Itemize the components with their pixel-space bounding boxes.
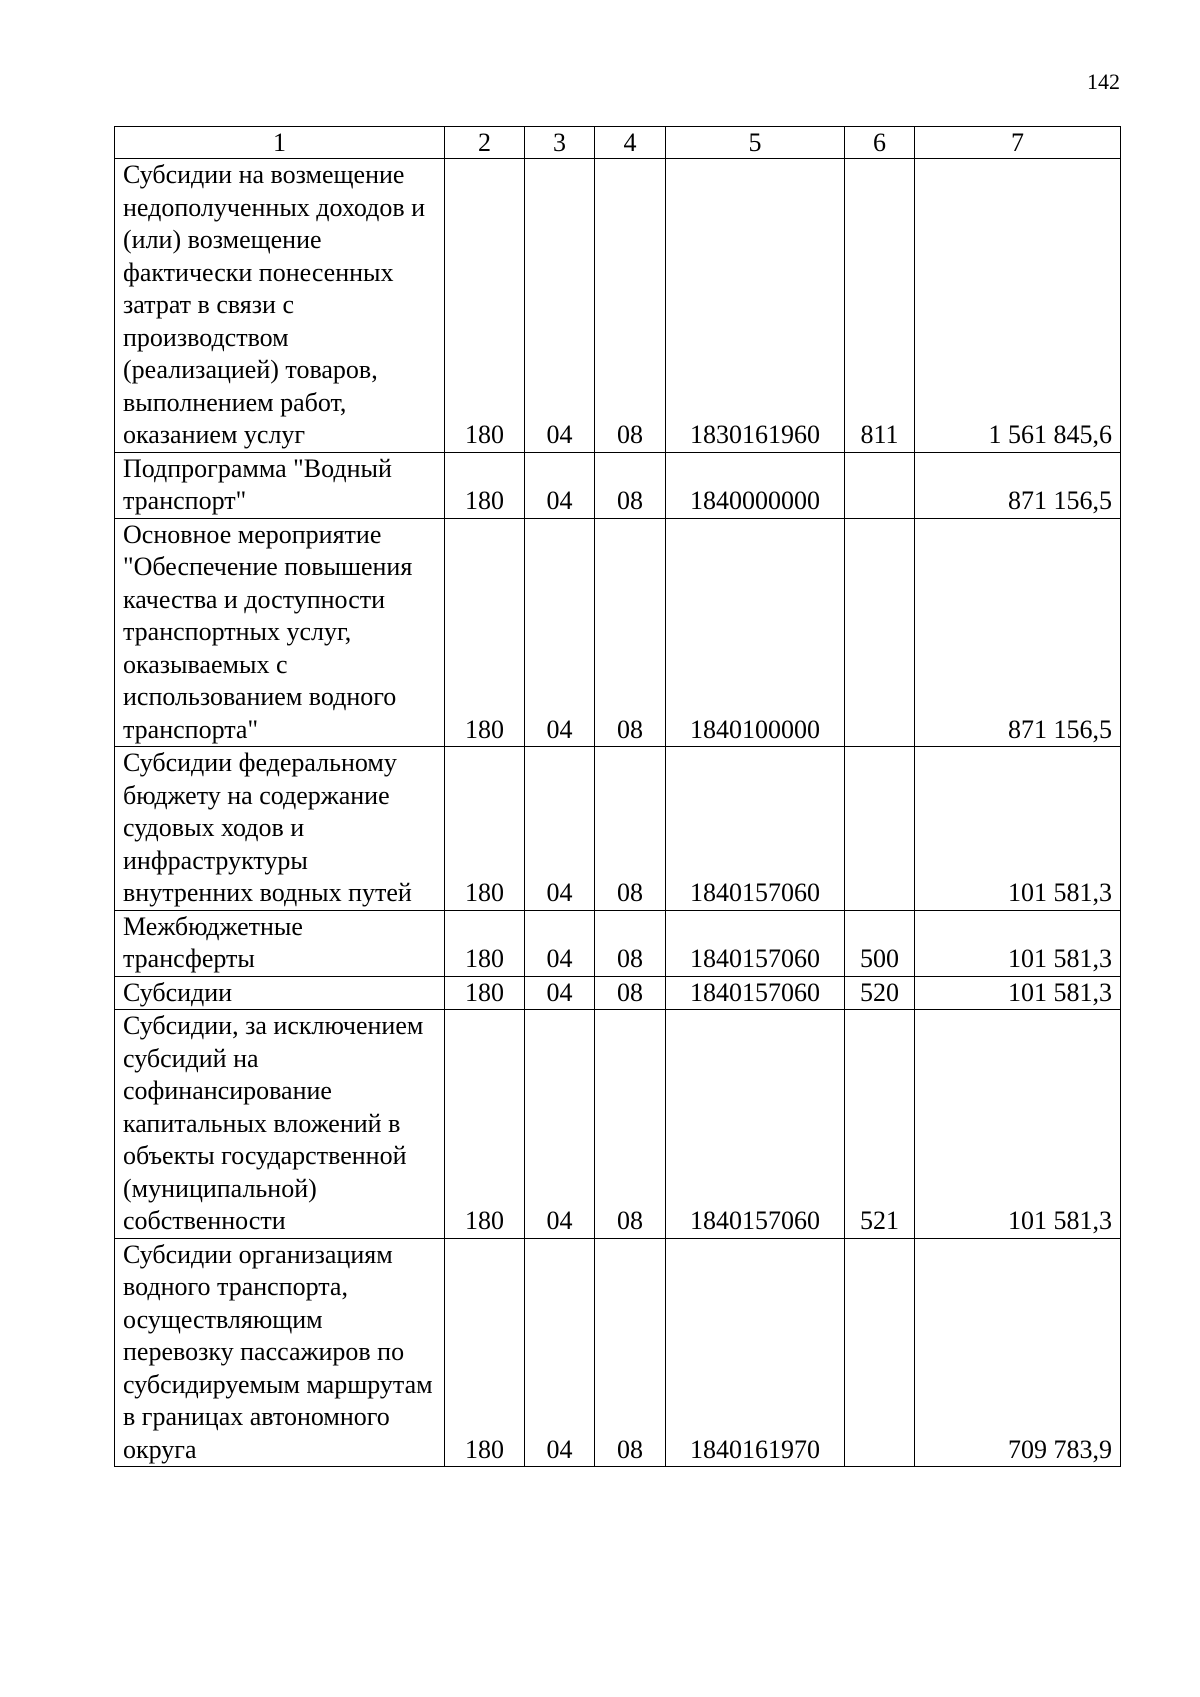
table-row bbox=[115, 1010, 1121, 1239]
row-name: Подпрограмма "Водный транспорт" bbox=[115, 452, 445, 518]
cell-amount: 101 581,3 bbox=[915, 1010, 1121, 1239]
cell-col2: 180 bbox=[445, 1010, 525, 1239]
row-name: Субсидии, за исключением субсидий на софинансирование капитальных вложений в объекты государственной (муниципальной) собственности bbox=[115, 1010, 445, 1239]
cell-col2: 180 bbox=[445, 1238, 525, 1467]
cell-col3: 04 bbox=[525, 1238, 595, 1467]
cell-col6: 811 bbox=[845, 159, 915, 453]
column-header: 3 bbox=[525, 127, 595, 159]
cell-col5: 1840000000 bbox=[666, 452, 845, 518]
column-header: 4 bbox=[595, 127, 666, 159]
cell-col6 bbox=[845, 1238, 915, 1467]
cell-amount: 101 581,3 bbox=[915, 976, 1121, 1010]
row-name: Субсидии организациям водного транспорта, осуществляющим перевозку пассажиров по субсидируемым маршрутам в границах автономного округа bbox=[115, 1238, 445, 1467]
cell-amount: 101 581,3 bbox=[915, 910, 1121, 976]
page-number: 142 bbox=[1087, 69, 1120, 94]
cell-col4: 08 bbox=[595, 976, 666, 1010]
cell-col3: 04 bbox=[525, 910, 595, 976]
row-name: Межбюджетные трансферты bbox=[115, 910, 445, 976]
cell-col6: 520 bbox=[845, 976, 915, 1010]
column-header: 2 bbox=[445, 127, 525, 159]
cell-col2: 180 bbox=[445, 976, 525, 1010]
cell-col6 bbox=[845, 452, 915, 518]
cell-amount: 871 156,5 bbox=[915, 518, 1121, 747]
table-row bbox=[115, 159, 1121, 453]
cell-col4: 08 bbox=[595, 910, 666, 976]
cell-col3: 04 bbox=[525, 976, 595, 1010]
cell-col6: 521 bbox=[845, 1010, 915, 1239]
cell-col6: 500 bbox=[845, 910, 915, 976]
table-header-row bbox=[115, 127, 1121, 159]
cell-amount: 709 783,9 bbox=[915, 1238, 1121, 1467]
cell-col3: 04 bbox=[525, 747, 595, 911]
row-name: Субсидии на возмещение недополученных доходов и (или) возмещение фактически понесенных затрат в связи с производством (реализацией) товаров, выполнением работ, оказанием услуг bbox=[115, 159, 445, 453]
cell-col2: 180 bbox=[445, 747, 525, 911]
cell-col2: 180 bbox=[445, 910, 525, 976]
cell-col4: 08 bbox=[595, 1238, 666, 1467]
table-row bbox=[115, 747, 1121, 911]
cell-col5: 1840157060 bbox=[666, 747, 845, 911]
cell-col5: 1840157060 bbox=[666, 976, 845, 1010]
cell-col2: 180 bbox=[445, 518, 525, 747]
row-name: Субсидии федеральному бюджету на содержание судовых ходов и инфраструктуры внутренних водных путей bbox=[115, 747, 445, 911]
column-header: 5 bbox=[666, 127, 845, 159]
cell-col4: 08 bbox=[595, 747, 666, 911]
column-header: 7 bbox=[915, 127, 1121, 159]
cell-col5: 1840157060 bbox=[666, 1010, 845, 1239]
cell-col2: 180 bbox=[445, 159, 525, 453]
table-row bbox=[115, 976, 1121, 1010]
cell-amount: 101 581,3 bbox=[915, 747, 1121, 911]
cell-col5: 1840157060 bbox=[666, 910, 845, 976]
cell-col3: 04 bbox=[525, 1010, 595, 1239]
cell-col4: 08 bbox=[595, 452, 666, 518]
column-header: 6 bbox=[845, 127, 915, 159]
cell-col5: 1840100000 bbox=[666, 518, 845, 747]
cell-col6 bbox=[845, 747, 915, 911]
cell-amount: 871 156,5 bbox=[915, 452, 1121, 518]
cell-col5: 1830161960 bbox=[666, 159, 845, 453]
table-row bbox=[115, 910, 1121, 976]
budget-table bbox=[114, 126, 1121, 1467]
cell-col4: 08 bbox=[595, 518, 666, 747]
cell-col4: 08 bbox=[595, 1010, 666, 1239]
cell-col5: 1840161970 bbox=[666, 1238, 845, 1467]
column-header: 1 bbox=[115, 127, 445, 159]
row-name: Основное мероприятие "Обеспечение повышения качества и доступности транспортных услуг, оказываемых с использованием водного транспорта" bbox=[115, 518, 445, 747]
table-row bbox=[115, 1238, 1121, 1467]
table-row bbox=[115, 452, 1121, 518]
cell-col6 bbox=[845, 518, 915, 747]
table-row bbox=[115, 518, 1121, 747]
cell-col2: 180 bbox=[445, 452, 525, 518]
cell-col3: 04 bbox=[525, 452, 595, 518]
cell-col3: 04 bbox=[525, 518, 595, 747]
cell-col3: 04 bbox=[525, 159, 595, 453]
cell-col4: 08 bbox=[595, 159, 666, 453]
row-name: Субсидии bbox=[115, 976, 445, 1010]
cell-amount: 1 561 845,6 bbox=[915, 159, 1121, 453]
